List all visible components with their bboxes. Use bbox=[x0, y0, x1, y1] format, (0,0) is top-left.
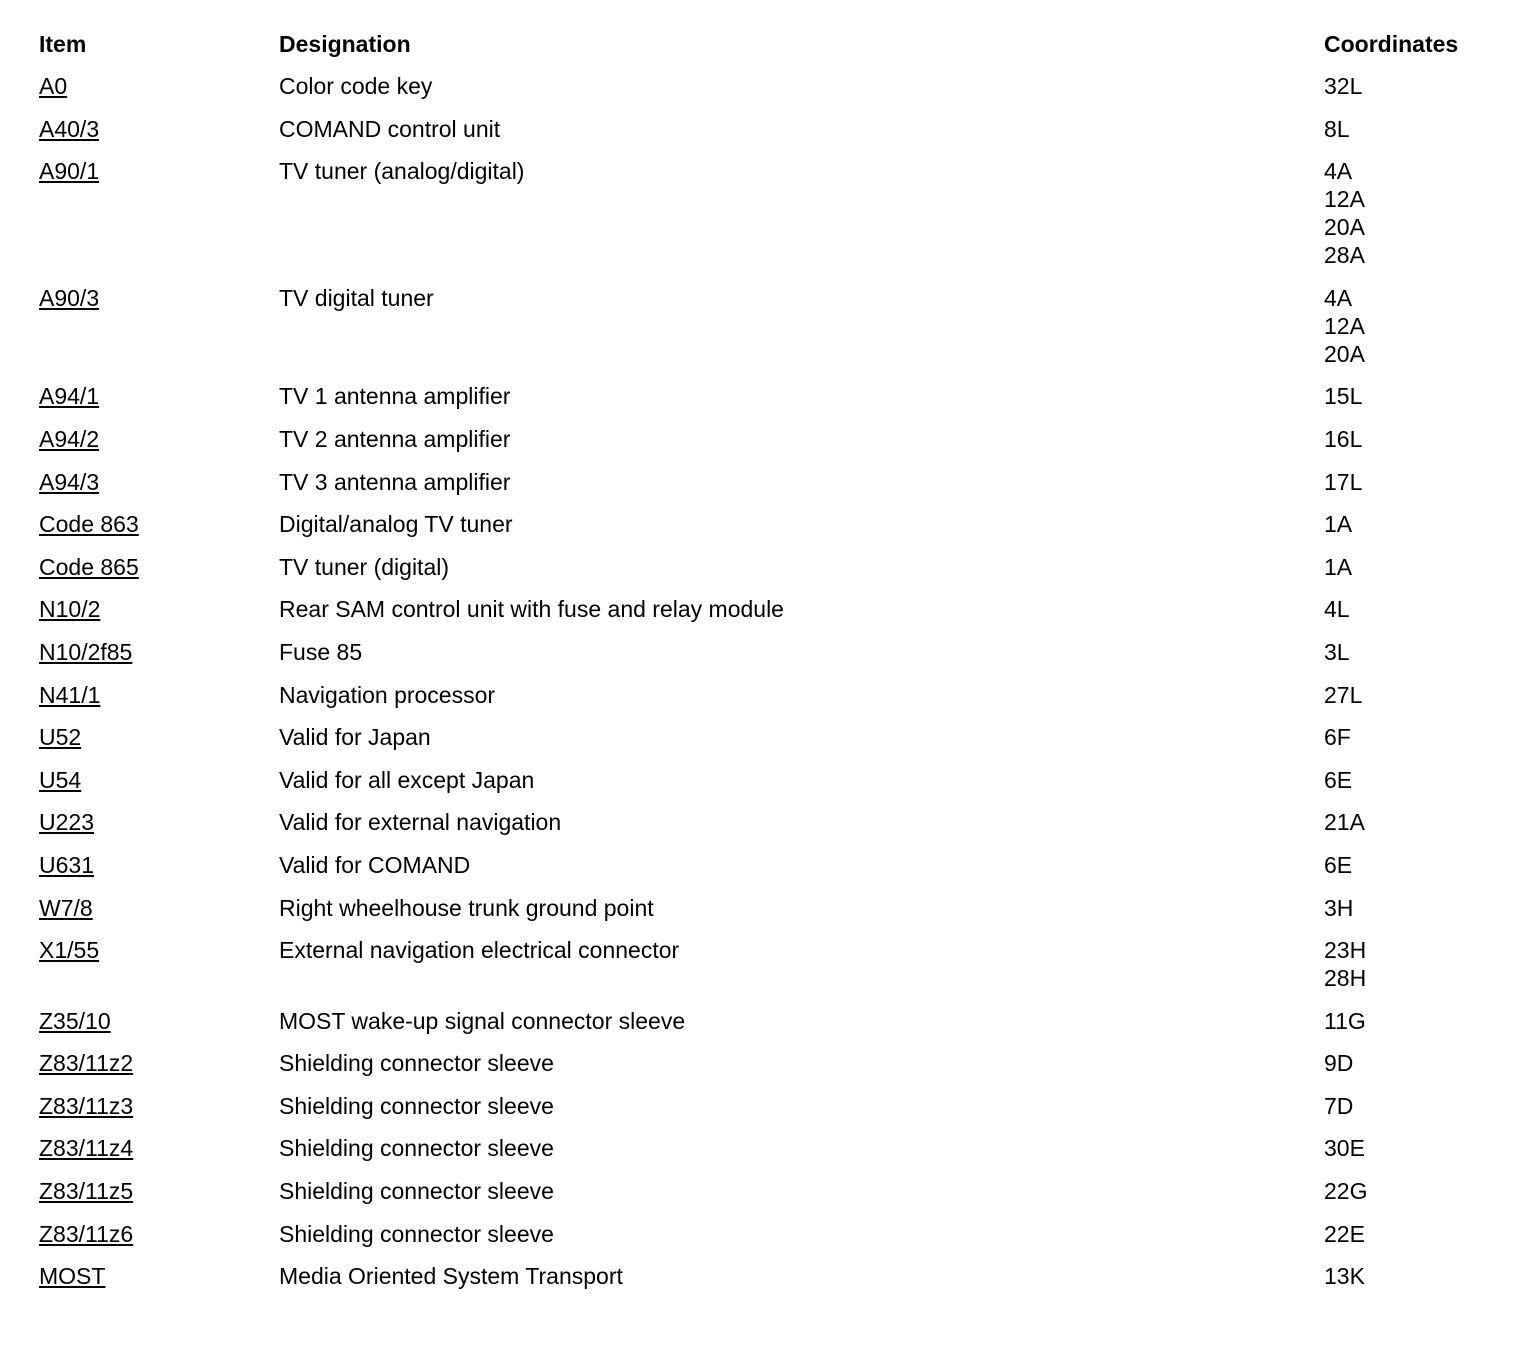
designation-cell: Shielding connector sleeve bbox=[279, 1220, 554, 1247]
coordinates-cell bbox=[1324, 766, 1499, 794]
coordinate-value: 15L bbox=[1324, 383, 1363, 410]
item-cell bbox=[39, 638, 279, 666]
item-cell bbox=[39, 936, 279, 964]
coordinates-cell bbox=[1324, 1177, 1499, 1205]
item-link[interactable]: U631 bbox=[39, 851, 94, 878]
coordinates-cell bbox=[1324, 382, 1499, 410]
item-cell bbox=[39, 851, 279, 879]
coordinates-cell bbox=[1324, 72, 1499, 100]
item-link[interactable]: A94/1 bbox=[39, 383, 100, 410]
coordinates-cell bbox=[1324, 1092, 1499, 1120]
table-row bbox=[39, 851, 1499, 879]
item-cell bbox=[39, 1007, 279, 1035]
item-link[interactable]: A0 bbox=[39, 73, 68, 99]
coordinate-value: 11G bbox=[1324, 1007, 1366, 1034]
item-cell bbox=[39, 468, 279, 496]
coordinates-cell bbox=[1324, 851, 1499, 879]
coordinates-cell bbox=[1324, 1220, 1499, 1248]
coordinate-value: 21A bbox=[1324, 809, 1365, 836]
item-link[interactable]: MOST bbox=[39, 1263, 106, 1290]
table-row bbox=[39, 808, 1499, 836]
item-cell bbox=[39, 1177, 279, 1205]
table-row bbox=[39, 1007, 1499, 1035]
item-link[interactable]: A94/3 bbox=[39, 468, 100, 495]
item-link[interactable]: Z83/11z6 bbox=[39, 1220, 134, 1247]
item-cell bbox=[39, 723, 279, 751]
coordinate-value: 4L bbox=[1324, 596, 1350, 623]
item-link[interactable]: Z83/11z5 bbox=[39, 1178, 134, 1205]
table-row bbox=[39, 510, 1499, 538]
table-row bbox=[39, 766, 1499, 794]
coordinates-cell bbox=[1324, 468, 1499, 496]
coordinates-cell bbox=[1324, 510, 1499, 538]
item-link[interactable]: N10/2f85 bbox=[39, 638, 133, 665]
table-row bbox=[39, 1049, 1499, 1077]
designation-cell: Shielding connector sleeve bbox=[279, 1135, 554, 1162]
coordinates-cell bbox=[1324, 808, 1499, 836]
legend-table bbox=[39, 30, 1499, 1305]
item-link[interactable]: U223 bbox=[39, 809, 94, 836]
coordinates-cell bbox=[1324, 157, 1499, 269]
table-row bbox=[39, 638, 1499, 666]
item-link[interactable]: A90/1 bbox=[39, 158, 100, 185]
table-row bbox=[39, 595, 1499, 623]
coordinate-value: 20A bbox=[1324, 214, 1365, 241]
table-row bbox=[39, 468, 1499, 496]
coordinate-value: 1A bbox=[1324, 553, 1353, 580]
table-row bbox=[39, 157, 1499, 269]
table-row bbox=[39, 936, 1499, 992]
item-link[interactable]: A90/3 bbox=[39, 284, 100, 311]
designation-cell: Media Oriented System Transport bbox=[279, 1263, 623, 1290]
coordinates-cell bbox=[1324, 1007, 1499, 1035]
designation-cell: MOST wake-up signal connector sleeve bbox=[279, 1007, 686, 1034]
coordinate-value: 13K bbox=[1324, 1263, 1365, 1290]
coordinate-value: 20A bbox=[1324, 340, 1365, 367]
coordinate-value: 28H bbox=[1324, 965, 1367, 992]
designation-cell: TV tuner (analog/digital) bbox=[279, 158, 525, 185]
designation-cell: Valid for Japan bbox=[279, 724, 431, 751]
coordinates-cell bbox=[1324, 425, 1499, 453]
item-link[interactable]: Z83/11z2 bbox=[39, 1050, 134, 1077]
item-cell bbox=[39, 553, 279, 581]
table-row bbox=[39, 284, 1499, 368]
item-cell bbox=[39, 115, 279, 143]
designation-cell: TV 2 antenna amplifier bbox=[279, 425, 511, 452]
item-cell bbox=[39, 425, 279, 453]
coordinates-cell bbox=[1324, 638, 1499, 666]
coordinate-value: 22E bbox=[1324, 1220, 1365, 1247]
item-link[interactable]: Z83/11z3 bbox=[39, 1092, 134, 1119]
coordinate-value: 16L bbox=[1324, 425, 1363, 452]
designation-cell: Rear SAM control unit with fuse and relay module bbox=[279, 596, 784, 623]
designation-cell: COMAND control unit bbox=[279, 115, 501, 142]
item-link[interactable]: N10/2 bbox=[39, 596, 101, 623]
header-designation: Designation bbox=[279, 31, 411, 57]
item-cell bbox=[39, 1049, 279, 1077]
coordinate-value: 4A bbox=[1324, 284, 1353, 311]
item-link[interactable]: N41/1 bbox=[39, 681, 101, 708]
designation-cell: External navigation electrical connector bbox=[279, 937, 680, 964]
coordinates-cell bbox=[1324, 723, 1499, 751]
table-row bbox=[39, 1092, 1499, 1120]
coordinate-value: 12A bbox=[1324, 312, 1365, 339]
item-cell bbox=[39, 766, 279, 794]
item-cell bbox=[39, 1092, 279, 1120]
designation-cell: Valid for external navigation bbox=[279, 809, 562, 836]
item-cell bbox=[39, 157, 279, 185]
coordinates-cell bbox=[1324, 1049, 1499, 1077]
designation-cell: Navigation processor bbox=[279, 681, 496, 708]
designation-cell: Valid for all except Japan bbox=[279, 766, 535, 793]
item-link[interactable]: U52 bbox=[39, 724, 82, 751]
item-link[interactable]: A94/2 bbox=[39, 425, 100, 452]
item-cell bbox=[39, 284, 279, 312]
coordinates-cell bbox=[1324, 115, 1499, 143]
coordinate-value: 32L bbox=[1324, 73, 1363, 99]
designation-cell: Fuse 85 bbox=[279, 638, 363, 665]
coordinate-value: 30E bbox=[1324, 1135, 1365, 1162]
item-cell bbox=[39, 72, 279, 100]
table-row bbox=[39, 382, 1499, 410]
designation-cell: Shielding connector sleeve bbox=[279, 1092, 554, 1119]
designation-cell: TV digital tuner bbox=[279, 284, 434, 311]
coordinates-cell bbox=[1324, 1262, 1499, 1290]
table-row bbox=[39, 894, 1499, 922]
table-header bbox=[39, 30, 1499, 58]
header-item: Item bbox=[39, 31, 87, 57]
coordinates-cell bbox=[1324, 553, 1499, 581]
item-cell bbox=[39, 382, 279, 410]
coordinate-value: 9D bbox=[1324, 1050, 1354, 1077]
table-row bbox=[39, 553, 1499, 581]
item-link[interactable]: Code 865 bbox=[39, 553, 139, 580]
designation-cell: Right wheelhouse trunk ground point bbox=[279, 894, 654, 921]
designation-cell: TV 3 antenna amplifier bbox=[279, 468, 511, 495]
header-coordinates: Coordinates bbox=[1324, 31, 1459, 57]
coordinates-cell bbox=[1324, 1134, 1499, 1162]
table-row bbox=[39, 1177, 1499, 1205]
table-row bbox=[39, 681, 1499, 709]
coordinate-value: 7D bbox=[1324, 1092, 1354, 1119]
coordinate-value: 17L bbox=[1324, 468, 1363, 495]
designation-cell: TV tuner (digital) bbox=[279, 553, 450, 580]
coordinate-value: 28A bbox=[1324, 242, 1365, 269]
table-row bbox=[39, 1262, 1499, 1290]
coordinates-cell bbox=[1324, 681, 1499, 709]
designation-cell: Shielding connector sleeve bbox=[279, 1050, 554, 1077]
table-row bbox=[39, 1220, 1499, 1248]
designation-cell: Digital/analog TV tuner bbox=[279, 511, 513, 538]
coordinate-value: 6E bbox=[1324, 851, 1353, 878]
coordinates-cell bbox=[1324, 284, 1499, 368]
item-link[interactable]: Z83/11z4 bbox=[39, 1135, 134, 1162]
designation-cell: Color code key bbox=[279, 73, 433, 99]
item-link[interactable]: A40/3 bbox=[39, 115, 100, 142]
designation-cell: Shielding connector sleeve bbox=[279, 1178, 554, 1205]
table-row bbox=[39, 72, 1499, 100]
table-row bbox=[39, 723, 1499, 751]
item-link[interactable]: Z35/10 bbox=[39, 1007, 111, 1034]
coordinate-value: 1A bbox=[1324, 511, 1353, 538]
table-row bbox=[39, 115, 1499, 143]
item-cell bbox=[39, 808, 279, 836]
coordinate-value: 12A bbox=[1324, 186, 1365, 213]
coordinate-value: 23H bbox=[1324, 937, 1367, 964]
item-cell bbox=[39, 1134, 279, 1162]
item-cell bbox=[39, 1262, 279, 1290]
designation-cell: TV 1 antenna amplifier bbox=[279, 383, 511, 410]
item-link[interactable]: Code 863 bbox=[39, 511, 139, 538]
table-row bbox=[39, 425, 1499, 453]
coordinates-cell bbox=[1324, 595, 1499, 623]
item-cell bbox=[39, 510, 279, 538]
coordinates-cell bbox=[1324, 936, 1499, 992]
table-body bbox=[39, 72, 1499, 1290]
coordinate-value: 3H bbox=[1324, 894, 1354, 921]
item-link[interactable]: W7/8 bbox=[39, 894, 93, 921]
coordinate-value: 8L bbox=[1324, 115, 1350, 142]
coordinates-cell bbox=[1324, 894, 1499, 922]
coordinate-value: 6F bbox=[1324, 724, 1351, 751]
coordinate-value: 27L bbox=[1324, 681, 1363, 708]
coordinate-value: 6E bbox=[1324, 766, 1353, 793]
item-cell bbox=[39, 894, 279, 922]
item-link[interactable]: U54 bbox=[39, 766, 82, 793]
item-link[interactable]: X1/55 bbox=[39, 937, 100, 964]
coordinate-value: 3L bbox=[1324, 638, 1350, 665]
item-cell bbox=[39, 595, 279, 623]
coordinate-value: 4A bbox=[1324, 158, 1353, 185]
item-cell bbox=[39, 1220, 279, 1248]
table-row bbox=[39, 1134, 1499, 1162]
item-cell bbox=[39, 681, 279, 709]
coordinate-value: 22G bbox=[1324, 1178, 1368, 1205]
designation-cell: Valid for COMAND bbox=[279, 851, 471, 878]
